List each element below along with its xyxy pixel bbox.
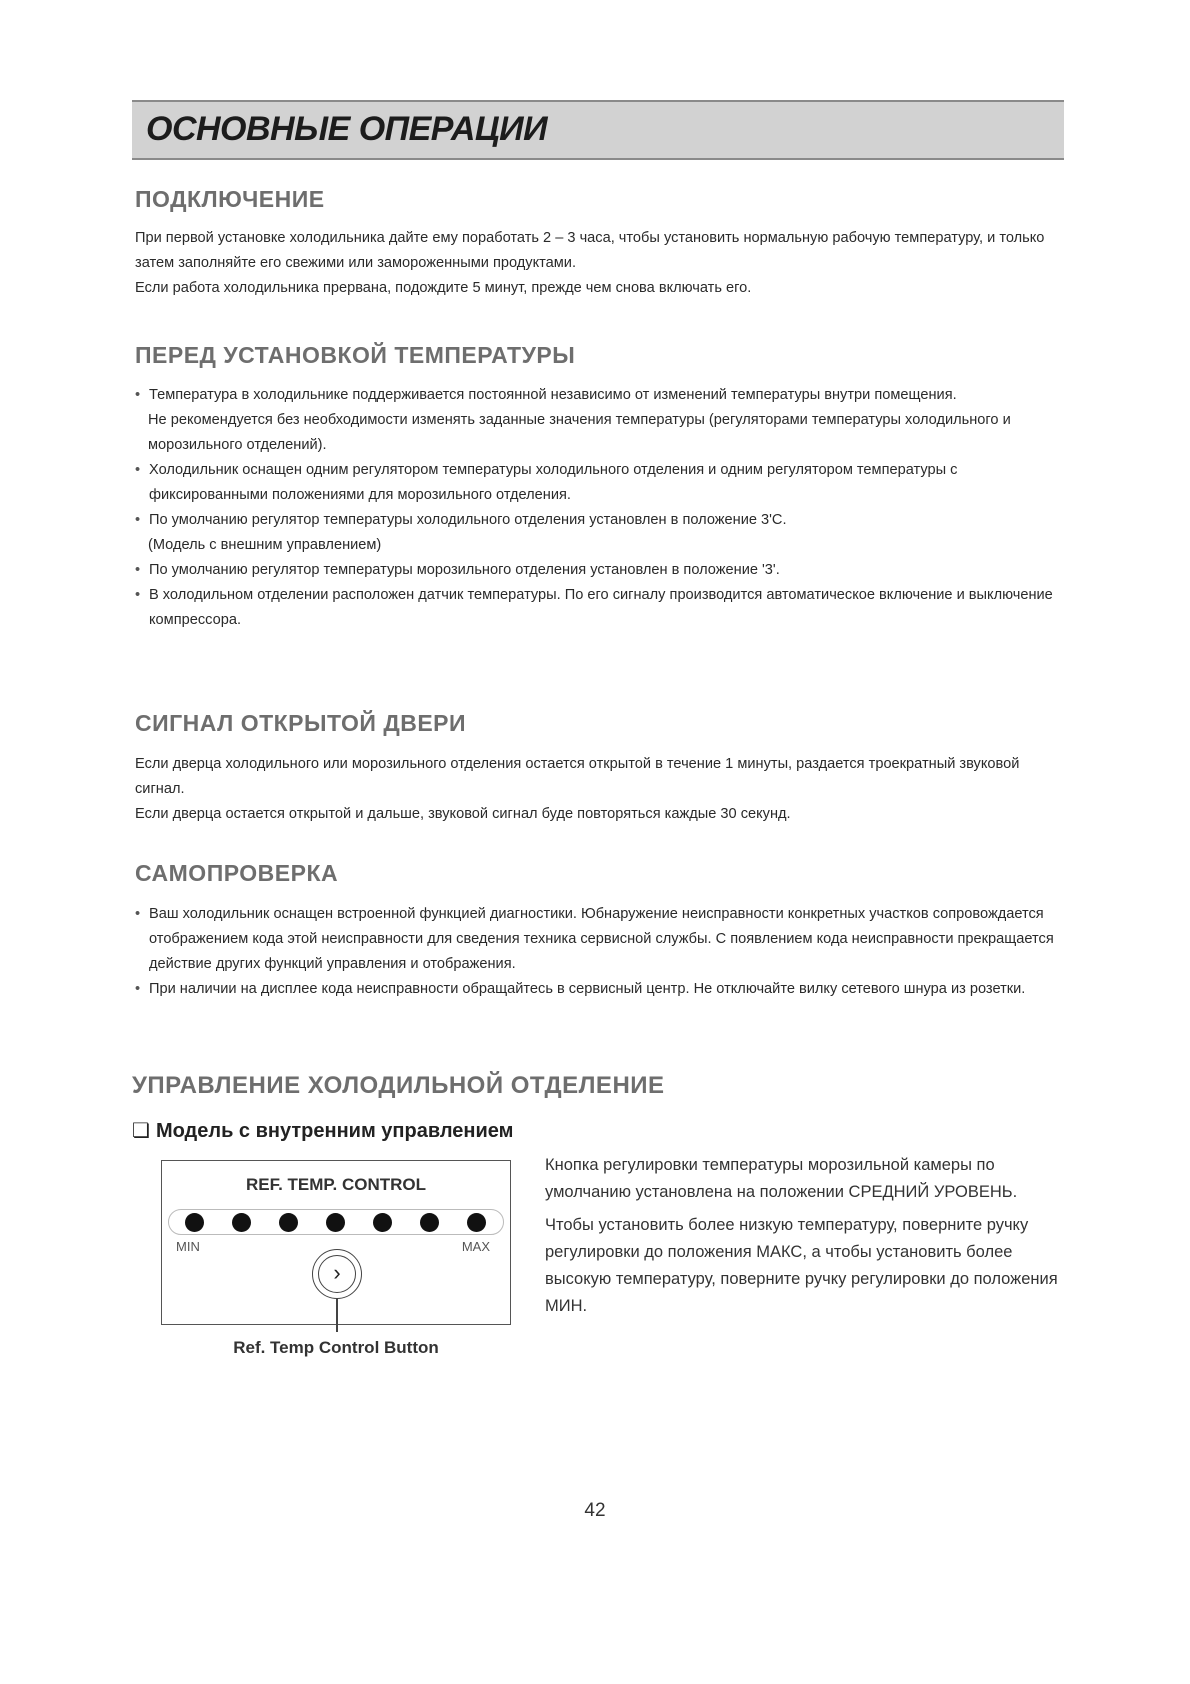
list-item-text: В холодильном отделении расположен датчик температуры. По его сигналу производится автоматическое включение и выключение компрессора.	[149, 587, 1053, 628]
temperature-list	[135, 383, 1070, 633]
level-dot	[373, 1213, 392, 1232]
page-number: 42	[584, 1500, 606, 1521]
paragraph: Чтобы установить более низкую температуру, поверните ручку регулировки до положения МАКС, а чтобы установить более высокую температуру, поверните ручку регулировки до положения МИН.	[545, 1216, 1058, 1315]
list-item	[135, 508, 1070, 558]
section-title-selftest: САМОПРОВЕРКА	[135, 860, 339, 886]
paragraph: Если дверца остается открытой и дальше, звуковой сигнал буде повторяться каждые 30 секунд.	[135, 806, 791, 822]
list-item-text: Ваш холодильник оснащен встроенной функцией диагностики. Юбнаружение неисправности конкретных участков сопровождается отображением кода этой неисправности для сведения техника сервисной службы. С появлением кода неисправности прекращается действие других функций управления и отображения.	[149, 906, 1054, 972]
level-dot	[420, 1213, 439, 1232]
panel-title: REF. TEMP. CONTROL	[245, 1175, 427, 1194]
level-dot	[467, 1213, 486, 1232]
control-description	[545, 1152, 1065, 1326]
checkbox-square-icon: ❏	[132, 1120, 150, 1142]
paragraph: Если работа холодильника прервана, подождите 5 минут, прежде чем снова включать его.	[135, 280, 752, 296]
paragraph: При первой установке холодильника дайте ему поработать 2 – 3 часа, чтобы установить нормальную рабочую температуру, и только затем заполняйте его свежими или замороженными продуктами.	[135, 230, 1045, 271]
paragraph: Кнопка регулировки температуры морозильной камеры по умолчанию установлена на положении СРЕДНИЙ УРОВЕНЬ.	[545, 1156, 1018, 1201]
level-dot	[232, 1213, 251, 1232]
list-item	[135, 383, 1070, 458]
list-item-text: По умолчанию регулятор температуры морозильного отделения установлен в положение '3'.	[149, 562, 780, 578]
list-item	[135, 583, 1070, 633]
list-item	[135, 977, 1070, 1002]
section-title-connection: ПОДКЛЮЧЕНИЕ	[135, 186, 325, 212]
callout-line	[336, 1298, 338, 1332]
section-title-door: СИГНАЛ ОТКРЫТОЙ ДВЕРИ	[135, 710, 467, 736]
level-indicator-track	[168, 1209, 504, 1235]
level-dot	[279, 1213, 298, 1232]
panel-caption: Ref. Temp Control Button	[233, 1338, 439, 1357]
list-item-text: Холодильник оснащен одним регулятором температуры холодильного отделения и одним регулятором температуры с фиксированными положениями для морозильного отделения.	[149, 462, 958, 503]
level-dot	[185, 1213, 204, 1232]
list-item-text: По умолчанию регулятор температуры холодильного отделения установлен в положение 3'C.	[149, 512, 787, 528]
model-subtitle-text: Модель с внутренним управлением	[155, 1120, 514, 1142]
connection-text	[135, 226, 1070, 301]
min-label: MIN	[176, 1239, 200, 1254]
list-item	[135, 902, 1070, 977]
list-item-note: (Модель с внешним управлением)	[148, 537, 382, 553]
section-title-control: УПРАВЛЕНИЕ ХОЛОДИЛЬНОЙ ОТДЕЛЕНИЕ	[132, 1072, 665, 1099]
temp-control-button[interactable]	[312, 1249, 362, 1299]
chevron-right-icon: ›	[318, 1255, 356, 1293]
door-text	[135, 752, 1070, 827]
level-dot	[326, 1213, 345, 1232]
section-title-temperature: ПЕРЕД УСТАНОВКОЙ ТЕМПЕРАТУРЫ	[135, 342, 576, 368]
list-item	[135, 458, 1070, 508]
paragraph: Если дверца холодильного или морозильного отделения остается открытой в течение 1 минуты, раздается троекратный звуковой сигнал.	[135, 756, 1020, 797]
list-item-note: Не рекомендуется без необходимости изменять заданные значения температуры (регуляторами температуры холодильного и морозильного отделений).	[148, 412, 1011, 453]
page-header	[132, 100, 1064, 160]
list-item-text: При наличии на дисплее кода неисправности обращайтесь в сервисный центр. Не отключайте вилку сетевого шнура из розетки.	[149, 981, 1026, 997]
page-title: ОСНОВНЫЕ ОПЕРАЦИИ	[146, 110, 548, 148]
list-item	[135, 558, 1070, 583]
max-label: MAX	[461, 1239, 490, 1254]
model-subtitle	[132, 1118, 513, 1143]
list-item-text: Температура в холодильнике поддерживается постоянной независимо от изменений температуры внутри помещения.	[149, 387, 957, 403]
selftest-list	[135, 902, 1070, 1002]
